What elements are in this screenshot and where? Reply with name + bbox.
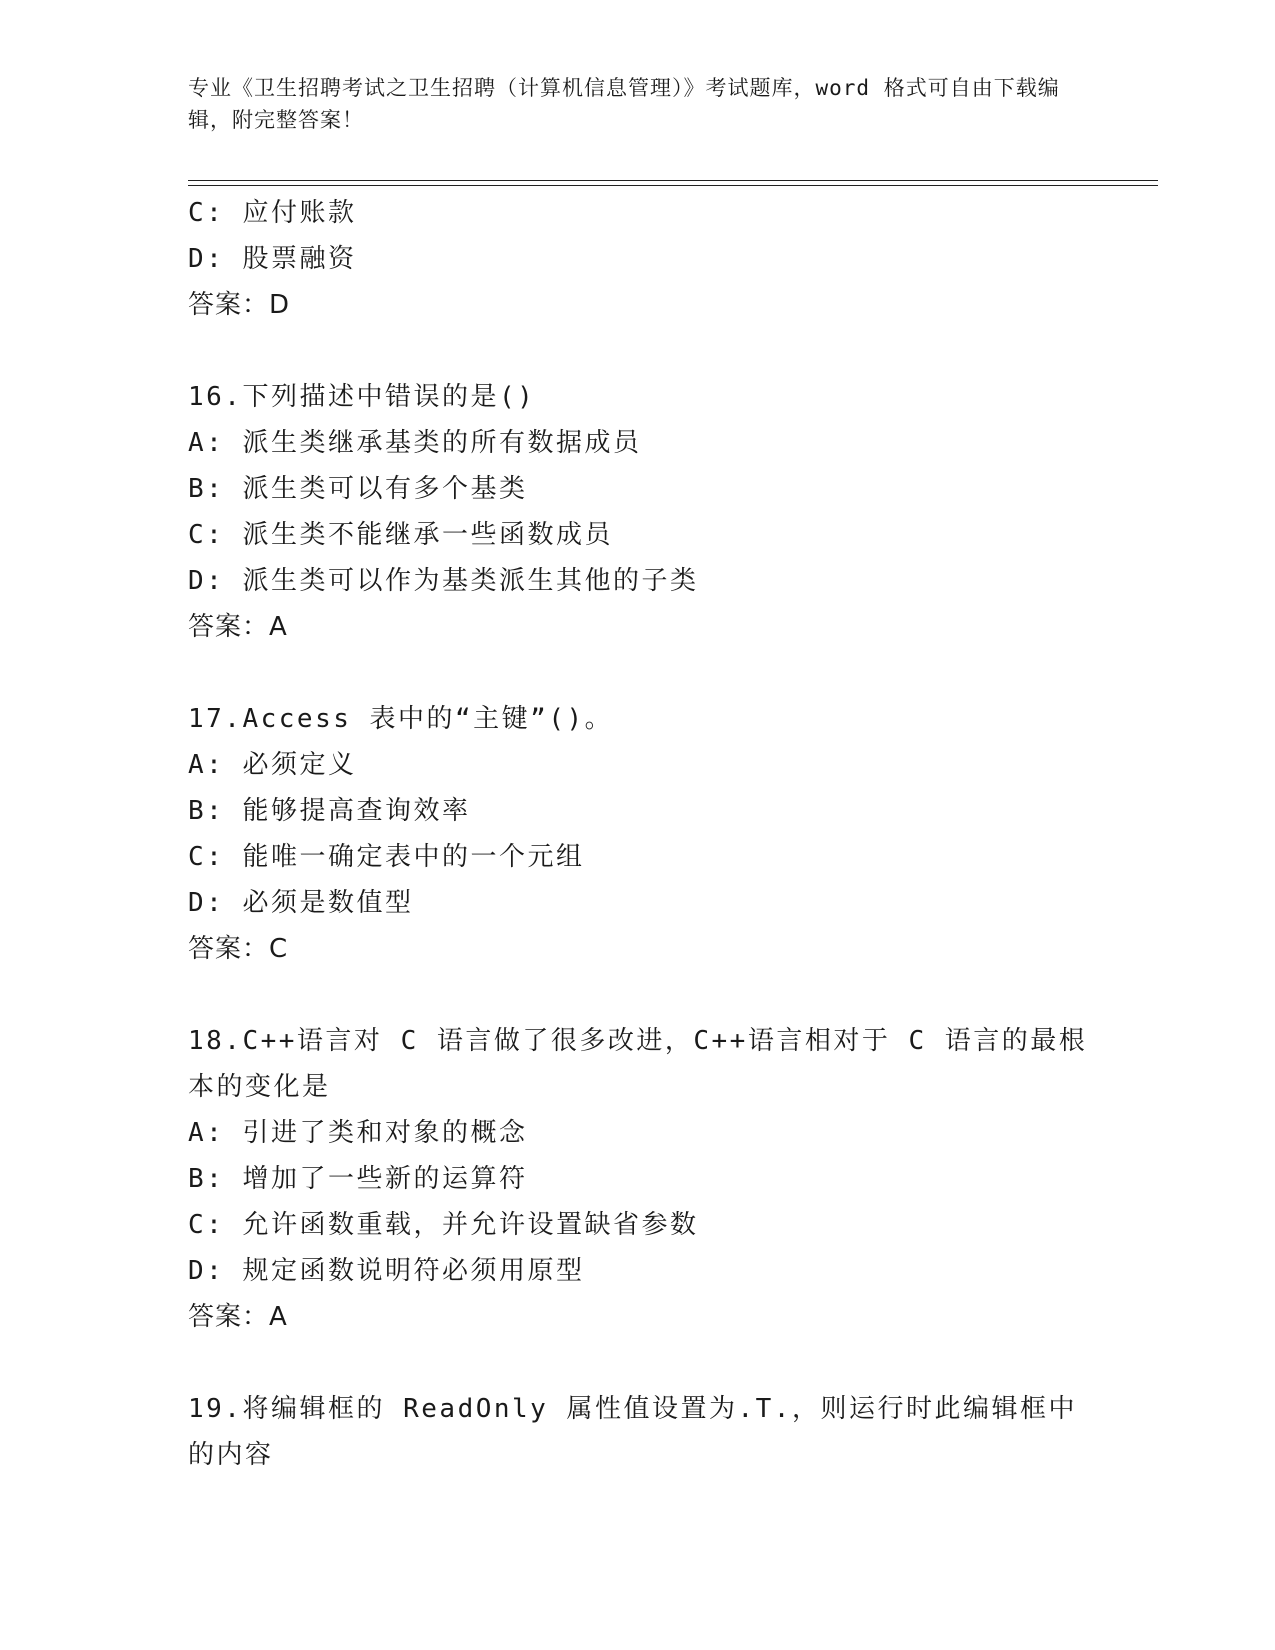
header-rule-bottom <box>188 185 1158 186</box>
question-stem: 19.将编辑框的 ReadOnly 属性值设置为.T.，则运行时此编辑框中的内容 <box>188 1394 1077 1470</box>
answer-line: 答案：C <box>188 934 289 964</box>
answer-line: 答案：A <box>188 612 288 642</box>
document-header: 专业《卫生招聘考试之卫生招聘（计算机信息管理）》考试题库，word 格式可自由下载编辑，附完整答案！ <box>188 76 1060 132</box>
option-a: A: 派生类继承基类的所有数据成员 <box>188 428 642 458</box>
option-d: D: 派生类可以作为基类派生其他的子类 <box>188 566 699 596</box>
option-c: C: 允许函数重载，并允许设置缺省参数 <box>188 1210 699 1240</box>
answer-line: 答案：D <box>188 290 291 320</box>
option-b: B: 增加了一些新的运算符 <box>188 1164 528 1194</box>
question-15-tail <box>188 190 1088 328</box>
question-stem: 16.下列描述中错误的是() <box>188 382 536 412</box>
question-17 <box>188 696 1088 972</box>
option-d: D: 必须是数值型 <box>188 888 414 918</box>
document-body <box>188 190 1088 1478</box>
option-c: C: 应付账款 <box>188 198 357 228</box>
question-stem: 17.Access 表中的“主键”()。 <box>188 704 614 734</box>
question-19 <box>188 1386 1088 1478</box>
question-16 <box>188 374 1088 650</box>
spacer <box>188 1340 1088 1386</box>
spacer <box>188 328 1088 374</box>
header-rule-top <box>188 180 1158 181</box>
option-d: D: 股票融资 <box>188 244 357 274</box>
question-18 <box>188 1018 1088 1340</box>
option-b: B: 派生类可以有多个基类 <box>188 474 528 504</box>
option-d: D: 规定函数说明符必须用原型 <box>188 1256 585 1286</box>
answer-line: 答案：A <box>188 1302 288 1332</box>
option-c: C: 派生类不能继承一些函数成员 <box>188 520 613 550</box>
question-stem: 18.C++语言对 C 语言做了很多改进，C++语言相对于 C 语言的最根本的变化是 <box>188 1026 1088 1102</box>
option-a: A: 必须定义 <box>188 750 357 780</box>
option-a: A: 引进了类和对象的概念 <box>188 1118 528 1148</box>
option-c: C: 能唯一确定表中的一个元组 <box>188 842 585 872</box>
option-b: B: 能够提高查询效率 <box>188 796 471 826</box>
spacer <box>188 650 1088 696</box>
spacer <box>188 972 1088 1018</box>
